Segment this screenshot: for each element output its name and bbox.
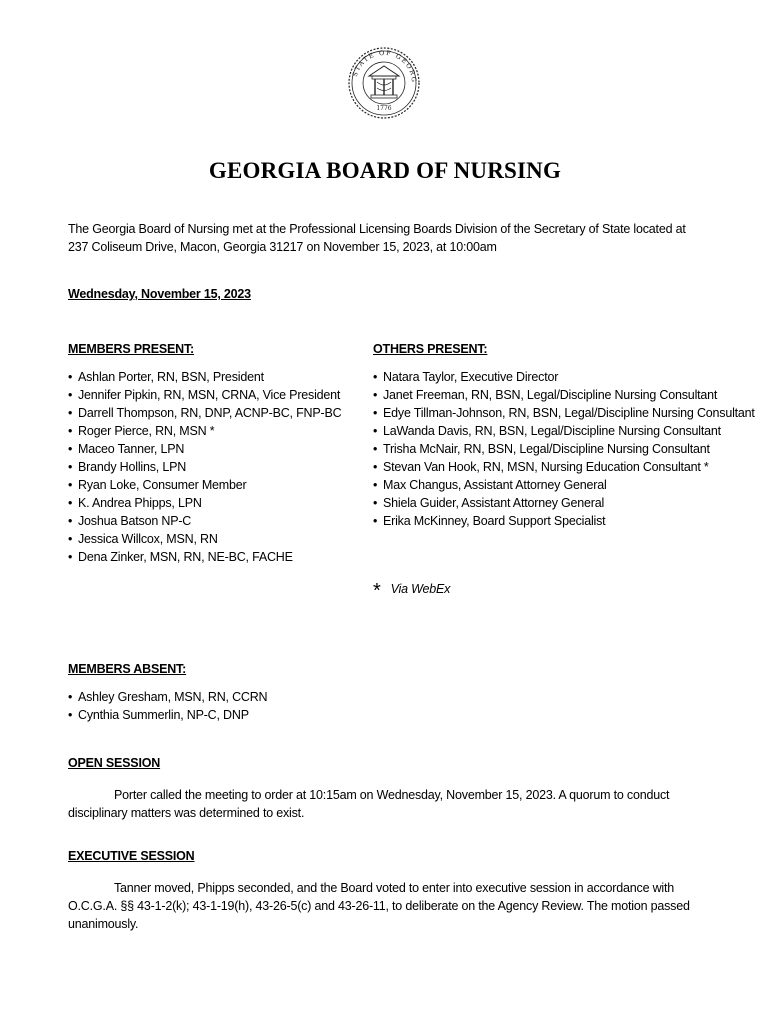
others-present-heading: OTHERS PRESENT: bbox=[373, 342, 488, 356]
footnote-asterisk: * bbox=[373, 580, 381, 602]
page-title: GEORGIA BOARD OF NURSING bbox=[208, 158, 562, 183]
others-present-section bbox=[373, 340, 763, 530]
list-item: • K. Andrea Phipps, LPN bbox=[68, 494, 368, 512]
list-item: • Brandy Hollins, LPN bbox=[68, 458, 368, 476]
webex-footnote bbox=[373, 580, 450, 600]
list-item: • Maceo Tanner, LPN bbox=[68, 440, 368, 458]
svg-text:1776: 1776 bbox=[376, 105, 392, 112]
others-present-list bbox=[373, 368, 763, 530]
list-item: • Ashlan Porter, RN, BSN, President bbox=[68, 368, 368, 386]
open-session-heading: OPEN SESSION bbox=[68, 756, 161, 770]
list-item: • Shiela Guider, Assistant Attorney General bbox=[373, 494, 763, 512]
footnote-text: Via WebEx bbox=[390, 582, 451, 596]
members-present-heading: MEMBERS PRESENT: bbox=[68, 342, 194, 356]
members-absent-heading: MEMBERS ABSENT: bbox=[68, 662, 187, 676]
list-item: • Max Changus, Assistant Attorney General bbox=[373, 476, 763, 494]
list-item: • Roger Pierce, RN, MSN * bbox=[68, 422, 368, 440]
list-item: • Ryan Loke, Consumer Member bbox=[68, 476, 368, 494]
members-present-section bbox=[68, 340, 368, 566]
list-item: • Natara Taylor, Executive Director bbox=[373, 368, 763, 386]
executive-session-paragraph: Tanner moved, Phipps seconded, and the Board voted to enter into executive session in accordance with O.C.G.A. §§ 43-1-2(k); 43-1-19(h), 43-26-5(c) and 43-26-11, to deliberate on the Agency Review. The motion passed unanimously. bbox=[68, 881, 690, 931]
meeting-date-heading: Wednesday, November 15, 2023 bbox=[68, 287, 251, 301]
list-item: • Edye Tillman-Johnson, RN, BSN, Legal/Discipline Nursing Consultant bbox=[373, 404, 763, 422]
open-session-section bbox=[68, 754, 708, 822]
georgia-state-seal bbox=[347, 46, 421, 120]
list-item: • Darrell Thompson, RN, DNP, ACNP-BC, FNP-BC bbox=[68, 404, 368, 422]
list-item: • Jennifer Pipkin, RN, MSN, CRNA, Vice President bbox=[68, 386, 368, 404]
executive-session-section bbox=[68, 847, 718, 933]
list-item: • LaWanda Davis, RN, BSN, Legal/Discipline Nursing Consultant bbox=[373, 422, 763, 440]
list-item: • Erika McKinney, Board Support Specialist bbox=[373, 512, 763, 530]
members-absent-list bbox=[68, 688, 468, 724]
list-item: • Ashley Gresham, MSN, RN, CCRN bbox=[68, 688, 468, 706]
list-item: • Dena Zinker, MSN, RN, NE-BC, FACHE bbox=[68, 548, 368, 566]
list-item: • Jessica Willcox, MSN, RN bbox=[68, 530, 368, 548]
list-item: • Stevan Van Hook, RN, MSN, Nursing Education Consultant * bbox=[373, 458, 763, 476]
members-present-list bbox=[68, 368, 368, 566]
members-absent-section bbox=[68, 660, 468, 724]
executive-session-heading: EXECUTIVE SESSION bbox=[68, 849, 195, 863]
list-item: • Janet Freeman, RN, BSN, Legal/Discipline Nursing Consultant bbox=[373, 386, 763, 404]
svg-text:STATE OF GEORGIA: STATE OF GEORG bbox=[350, 48, 419, 84]
open-session-paragraph: Porter called the meeting to order at 10:15am on Wednesday, November 15, 2023. A quorum to conduct disciplinary matters was determined to exist. bbox=[68, 788, 670, 820]
list-item: • Joshua Batson NP-C bbox=[68, 512, 368, 530]
list-item: • Cynthia Summerlin, NP-C, DNP bbox=[68, 706, 468, 724]
intro-paragraph: The Georgia Board of Nursing met at the Professional Licensing Boards Division of the Secretary of State located at 237 Coliseum Drive, Macon, Georgia 31217 on November 15, 2023, at 10:00am bbox=[68, 222, 686, 254]
list-item: • Trisha McNair, RN, BSN, Legal/Discipline Nursing Consultant bbox=[373, 440, 763, 458]
